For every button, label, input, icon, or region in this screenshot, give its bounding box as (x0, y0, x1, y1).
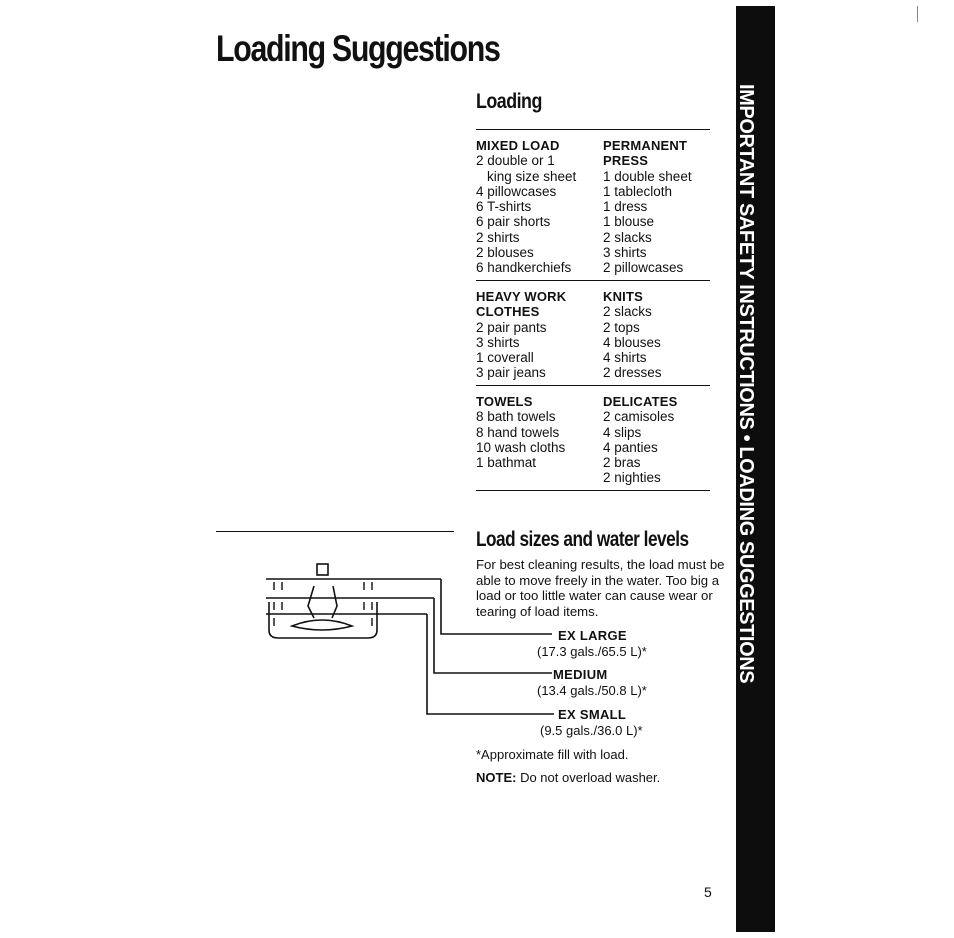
level-medium (553, 667, 608, 682)
washer-water-level-diagram (256, 556, 566, 716)
group-heading: HEAVY WORK (476, 289, 567, 304)
list-item: 1 bathmat (476, 455, 537, 471)
list-item: 2 bras (603, 455, 641, 471)
group-heading: KNITS (603, 289, 643, 304)
list-item: 1 double sheet (603, 168, 692, 184)
list-item: 8 hand towels (476, 424, 560, 440)
footnote: *Approximate fill with load. (476, 747, 629, 762)
list-item: 2 slacks (603, 304, 652, 320)
list-item: 2 tops (603, 319, 640, 335)
list-item: 2 dresses (603, 365, 662, 381)
list-item: 4 blouses (603, 334, 661, 350)
list-item: 2 double or 1 (476, 153, 555, 169)
divider (476, 280, 710, 281)
list-item: 6 pair shorts (476, 214, 551, 230)
list-item: 2 shirts (476, 229, 520, 245)
list-item: 2 pair pants (476, 319, 547, 335)
leader-ex-small (427, 614, 554, 714)
group-heading: PRESS (603, 153, 649, 169)
load-sizes-heading: Load sizes and water levels (476, 528, 689, 551)
group-heading: TOWELS (476, 394, 533, 409)
list-item: 3 shirts (476, 334, 520, 350)
loading-heading: Loading (476, 90, 542, 113)
group-mixed-load (476, 138, 576, 276)
list-item: 6 handkerchiefs (476, 260, 572, 276)
group-heading: CLOTHES (476, 304, 540, 320)
divider (476, 490, 710, 491)
list-item: 4 slips (603, 424, 642, 440)
group-heavy-work (476, 289, 566, 381)
leader-medium (434, 598, 552, 673)
sidebar-label: IMPORTANT SAFETY INSTRUCTIONS • LOADING SUGGESTIONS (735, 84, 757, 684)
divider (476, 385, 710, 386)
agitator-base (292, 620, 352, 630)
list-item: 6 T-shirts (476, 199, 532, 215)
list-item: 4 shirts (603, 350, 647, 366)
list-item: 1 dress (603, 199, 648, 215)
sidebar-tab (736, 6, 775, 932)
list-item: 3 shirts (603, 245, 647, 261)
group-knits (603, 289, 662, 381)
level-name: EX SMALL (558, 707, 627, 722)
list-item: 2 camisoles (603, 409, 675, 425)
list-item: 1 coverall (476, 350, 534, 366)
note-label: NOTE: (476, 770, 517, 785)
leader-ex-large (441, 579, 552, 634)
note-text: Do not overload washer. (516, 770, 661, 785)
divider (476, 129, 710, 130)
note (476, 770, 660, 785)
group-delicates (603, 394, 678, 486)
list-item: 2 pillowcases (603, 260, 684, 276)
group-heading: PERMANENT (603, 138, 688, 153)
level-name: EX LARGE (558, 628, 627, 643)
level-ex-large-amount: (17.3 gals./65.5 L)* (537, 644, 647, 659)
level-medium-amount: (13.4 gals./50.8 L)* (537, 683, 647, 698)
page-title: Loading Suggestions (216, 28, 500, 69)
level-ex-small (558, 707, 626, 722)
list-item: 8 bath towels (476, 409, 556, 425)
list-item: 4 pillowcases (476, 183, 557, 199)
list-item: 1 blouse (603, 214, 655, 230)
list-item: 4 panties (603, 439, 658, 455)
load-sizes-intro: For best cleaning results, the load must be able to move freely in the water. Too big a load or too little water can cause wear or tearing of load items. (476, 557, 725, 619)
list-item: 10 wash cloths (476, 439, 566, 455)
group-permanent-press (603, 138, 692, 276)
list-item: king size sheet (487, 168, 577, 184)
corner-mark (917, 6, 918, 22)
level-name: MEDIUM (553, 667, 608, 682)
level-ex-large (558, 628, 627, 643)
list-item: 2 blouses (476, 245, 534, 261)
section-divider (216, 531, 454, 532)
group-heading: MIXED LOAD (476, 138, 560, 153)
level-ex-small-amount: (9.5 gals./36.0 L)* (540, 723, 643, 738)
agitator-cap (317, 564, 328, 575)
group-towels (476, 394, 565, 470)
group-heading: DELICATES (603, 394, 678, 409)
list-item: 3 pair jeans (476, 365, 546, 381)
page-number: 5 (704, 884, 712, 900)
list-item: 1 tablecloth (603, 183, 673, 199)
list-item: 2 slacks (603, 229, 652, 245)
list-item: 2 nighties (603, 470, 661, 486)
